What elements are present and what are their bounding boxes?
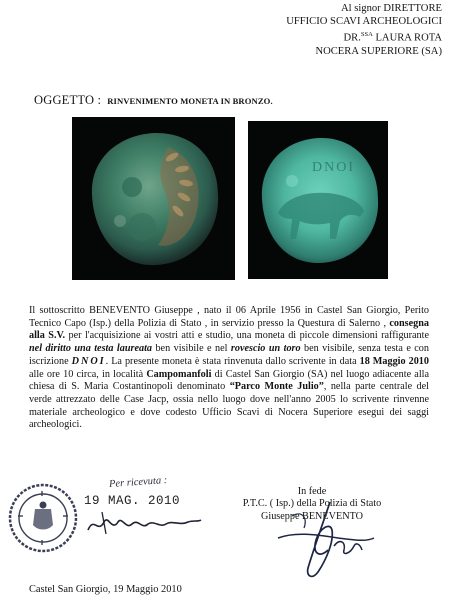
- subject-value: RINVENIMENTO MONETA IN BRONZO.: [107, 96, 273, 106]
- recipient-line-3: [222, 28, 442, 45]
- body-text-5: . La presente moneta è stata rinvenuta dallo scrivente in data: [105, 355, 360, 367]
- body-text-4: ben visibile, senza testa e con iscrizione: [29, 343, 429, 367]
- place-date: Castel San Giorgio, 19 Maggio 2010: [29, 584, 182, 595]
- body-bold-1: consegna alla S.V.: [29, 317, 429, 342]
- recipient-address: [222, 2, 442, 58]
- closing-line-2: P.T.C. ( Isp.) della Polizia di Stato: [242, 498, 382, 510]
- coin-obverse-photo: [72, 117, 235, 280]
- body-bold-2: 18 Maggio 2010: [359, 355, 429, 367]
- body-bold-4: “Parco Monte Julio”: [229, 381, 324, 393]
- svg-text:DNOI: DNOI: [312, 160, 355, 175]
- recipient-line-2: UFFICIO SCAVI ARCHEOLOGICI: [286, 16, 442, 28]
- inscription-text: DNOI: [71, 355, 106, 367]
- coin-reverse-photo: [248, 121, 388, 279]
- official-seal-stamp-icon: [6, 481, 80, 555]
- body-paragraph: [29, 305, 429, 432]
- body-text-7: di Castel San Giorgio (SA) nel luogo adiacente alla chiesa di S. Maria Costantinopoli denominato: [29, 368, 430, 393]
- receiver-signature-icon: [84, 508, 204, 538]
- recipient-name: LAURA ROTA: [372, 32, 442, 44]
- subject-label: OGGETTO :: [34, 93, 102, 107]
- receipt-note: Per ricevuta :: [108, 474, 168, 491]
- closing-line-1: In fede: [297, 486, 327, 497]
- recipient-line-4: NOCERA SUPERIORE (SA): [315, 46, 442, 58]
- recipient-line-1: Al signor DIRETTORE: [340, 3, 442, 14]
- body-bold-3: Campomanfoli: [146, 368, 212, 380]
- recipient-title-sup: SSA: [360, 31, 373, 39]
- body-bold-italic-1: nel diritto una testa laureata: [29, 343, 153, 355]
- sender-signature-icon: [268, 498, 378, 583]
- body-bold-italic-2: rovescio un toro: [230, 343, 301, 355]
- coin-obverse-icon: [72, 117, 235, 280]
- received-date-stamp: 19 MAG. 2010: [84, 494, 181, 508]
- body-text-1: Il sottoscritto BENEVENTO Giuseppe , nato il 06 Aprile 1956 in Castel San Giorgio, Perito Tecnico Capo (Isp.) della Polizia di Stato , in servizio presso la Questura di Salerno ,: [29, 305, 429, 329]
- body-text-8: , nella parte centrale del verde attrezzato delle Case Jacp, ossia nello luogo dove nell'anno 2005 lo scrivente rinvenne materiale archeologico e dove codesto Ufficio Scavi di Nocera Superiore esegui dei saggi archeologici.: [29, 381, 430, 431]
- body-text-3: ben visibile e nel: [152, 343, 231, 355]
- closing-line-3: Giuseppe BENEVENTO: [261, 510, 363, 522]
- body-text-6: alle ore 10 circa, in località: [29, 368, 147, 380]
- subject-line: [34, 93, 273, 108]
- body-text-2: per l'acquisizione ai vostri atti e studio, una moneta di piccole dimensioni raffigurante: [65, 330, 430, 342]
- coin-reverse-icon: [248, 121, 388, 279]
- recipient-title: DR.: [343, 32, 361, 44]
